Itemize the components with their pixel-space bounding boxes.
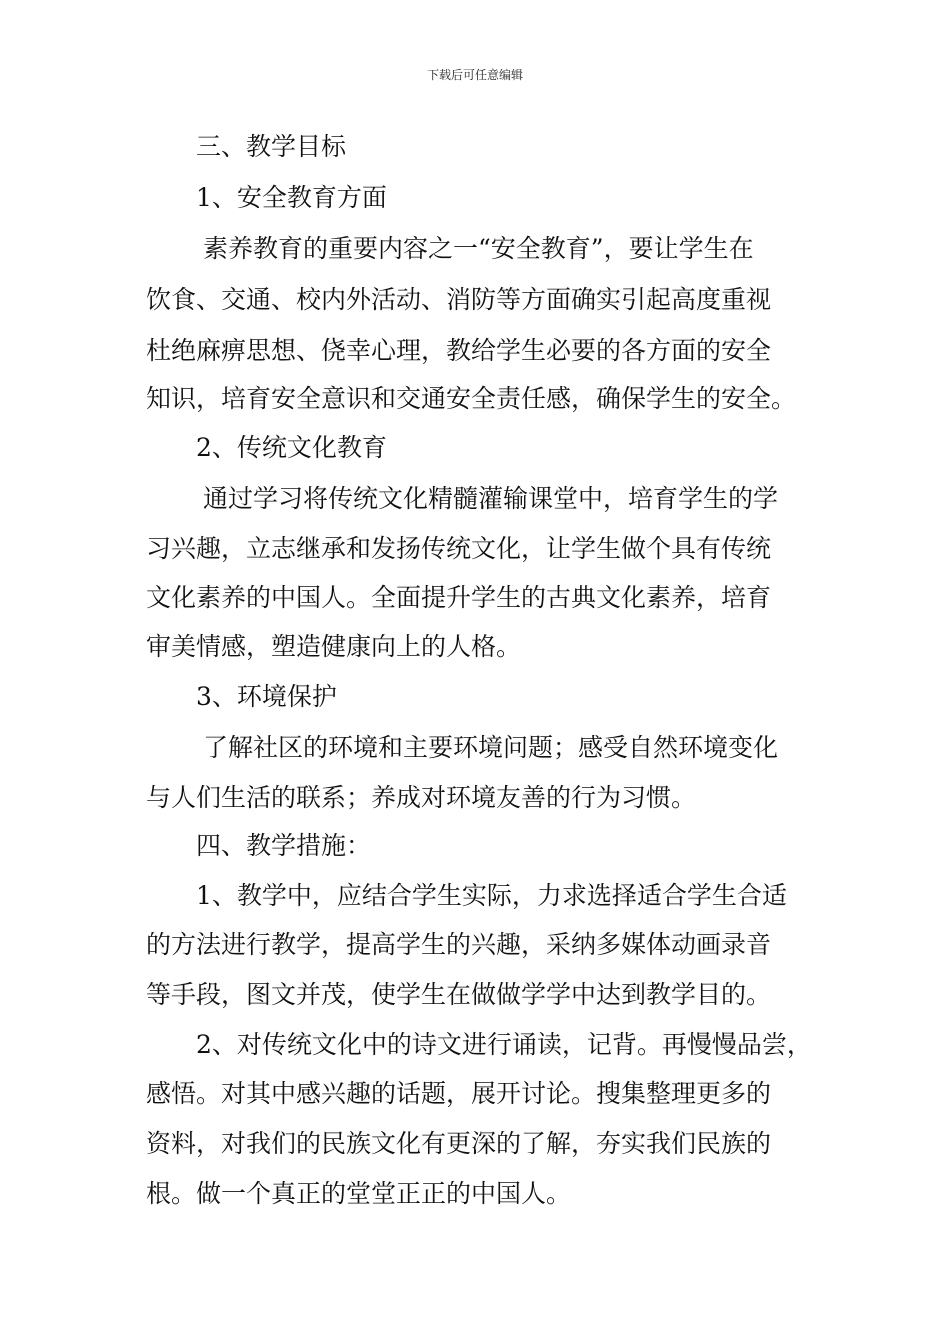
paragraph-line: 通过学习将传统文化精髓灌输课堂中，培育学生的学 (203, 484, 779, 513)
paragraph-line: 了解社区的环境和主要环境问题；感受自然环境变化 (203, 733, 779, 762)
paragraph-line: 2、对传统文化中的诗文进行诵读，记背。再慢慢品尝， (196, 1030, 812, 1059)
page-header-watermark: 下载后可任意编辑 (426, 68, 523, 82)
section-heading: 三、教学目标 (196, 132, 347, 161)
section-heading: 四、教学措施： (196, 831, 372, 860)
paragraph-line: 1、教学中，应结合学生实际，力求选择适合学生合适 (196, 881, 787, 910)
paragraph-line: 感悟。对其中感兴趣的话题，展开讨论。搜集整理更多的 (146, 1079, 772, 1108)
paragraph-line: 文化素养的中国人。全面提升学生的古典文化素养，培育 (146, 583, 772, 612)
paragraph-line: 的方法进行教学，提高学生的兴趣，采纳多媒体动画录音 (146, 930, 772, 959)
paragraph-line: 根。做一个真正的堂堂正正的中国人。 (146, 1179, 572, 1208)
paragraph-line: 资料，对我们的民族文化有更深的了解，夯实我们民族的 (146, 1129, 772, 1158)
paragraph-line: 饮食、交通、校内外活动、消防等方面确实引起高度重视 (146, 285, 772, 314)
paragraph-line: 素养教育的重要内容之一“安全教育”，要让学生在 (203, 234, 754, 263)
subsection-heading: 3、环境保护 (196, 682, 337, 711)
paragraph-line: 杜绝麻痹思想、侥幸心理，教给学生必要的各方面的安全 (146, 336, 772, 365)
paragraph-line: 习兴趣，立志继承和发扬传统文化，让学生做个具有传统 (146, 534, 772, 563)
paragraph-line: 等手段，图文并茂，使学生在做做学学中达到教学目的。 (146, 980, 772, 1009)
paragraph-line: 审美情感，塑造健康向上的人格。 (146, 632, 522, 661)
subsection-heading: 2、传统文化教育 (196, 433, 387, 462)
paragraph-line: 知识，培育安全意识和交通安全责任感，确保学生的安全。 (146, 384, 797, 413)
paragraph-line: 与人们生活的联系；养成对环境友善的行为习惯。 (146, 783, 697, 812)
subsection-heading: 1、安全教育方面 (196, 183, 387, 212)
